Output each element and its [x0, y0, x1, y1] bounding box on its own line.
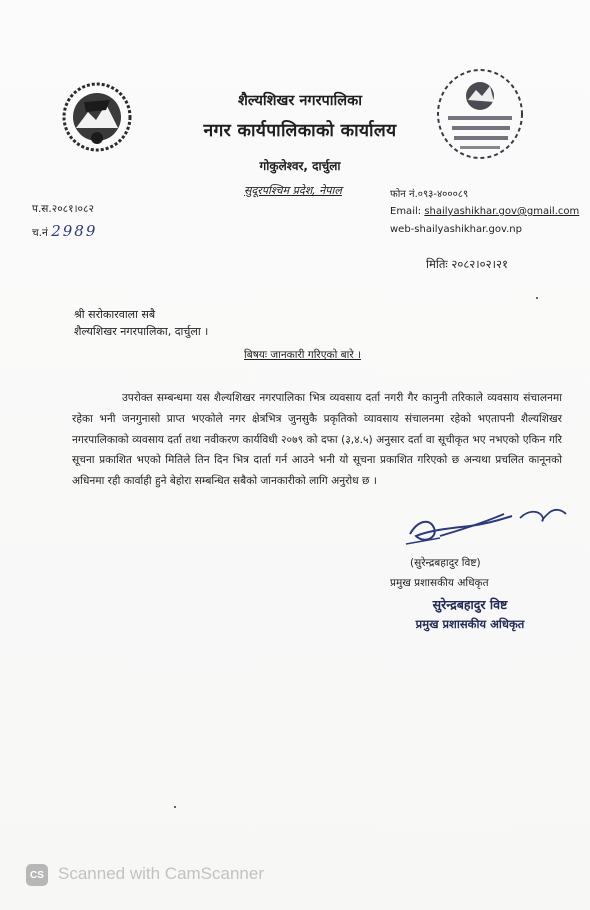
office-seal-icon: [434, 66, 526, 162]
municipality-name: शैल्यशिखर नगरपालिका: [238, 93, 362, 109]
scan-speck: [536, 297, 538, 299]
dispatch-label: च.नं: [32, 227, 48, 239]
dispatch-number: [32, 222, 97, 240]
dispatch-number-value: 2989: [51, 222, 98, 240]
office-name: नगर कार्यपालिकाको कार्यालय: [203, 121, 397, 141]
stamp-title: प्रमुख प्रशासकीय अधिकृत: [415, 617, 525, 631]
subject-line: बिषयः जानकारी गरिएको बारे ।: [244, 349, 361, 361]
fiscal-year-ref: प.स.२०८१।०८२: [32, 203, 94, 215]
signatory-title: प्रमुख प्रशासकीय अधिकृत: [390, 577, 489, 589]
signature-icon: [400, 500, 570, 552]
camscanner-logo-icon: CS: [26, 864, 48, 886]
recipient-line-1: श्री सरोकारवाला सबै: [74, 308, 156, 321]
phone-line: फोन नं.०९३-४०००८९: [390, 189, 469, 200]
letter-body: उपरोक्त सम्बन्धमा यस शैल्यशिखर नगरपालिका भित्र व्यवसाय दर्ता नगरी गैर कानुनी तरिकाले व्यवसाय संचालनमा रहेका भनी जनगुनासो प्राप्त भएकोले नगर क्षेत्रभित्र जुनसुकै प्रकृतिको व्यावसाय संचालनमा रहेको भएतापनी शैल्यशिखर नगरपालिकाको व्यवसाय दर्ता तथा नवीकरण कार्यविधी २०७९ को दफा (३,४.५) अनुसार दर्ता वा सूचीकृत भए नभएको एकिन गरि सूचना प्रकाशित भएको मितिले तिन दिन भित्र दार्ता गर्न आउने भनी यो सूचना प्रकाशित गरिएको छ अन्यथा प्रचलित कानूनको अधिनमा रही कार्वाही हुने बेहोरा सम्बन्धित सबैको जानकारीको लागि अनुरोध छ ।: [72, 392, 562, 488]
nepal-emblem-icon: [62, 82, 132, 152]
signatory-stamp: [400, 596, 540, 632]
scanner-watermark: Scanned with CamScanner: [58, 864, 265, 883]
website-line: web-shailyashikhar.gov.np: [390, 224, 522, 235]
letter-date: मितिः २०८२।०२।२१: [426, 257, 508, 271]
province-line: सुदूरपश्चिम प्रदेश, नेपाल: [244, 184, 342, 197]
scan-speck: [174, 806, 176, 808]
email-label: Email:: [390, 206, 422, 217]
signatory-name: (सुरेन्द्रबहादुर विष्ट): [410, 557, 481, 569]
office-location: गोकुलेश्वर, दार्चुला: [259, 159, 341, 173]
recipient-line-2: शैल्यशिखर नगरपालिका, दार्चुला ।: [74, 325, 209, 338]
email-address: shailyashikhar.gov@gmail.com: [424, 206, 580, 217]
email-line: [390, 206, 579, 217]
stamp-name: सुरेन्द्रबहादुर विष्ट: [432, 597, 508, 612]
